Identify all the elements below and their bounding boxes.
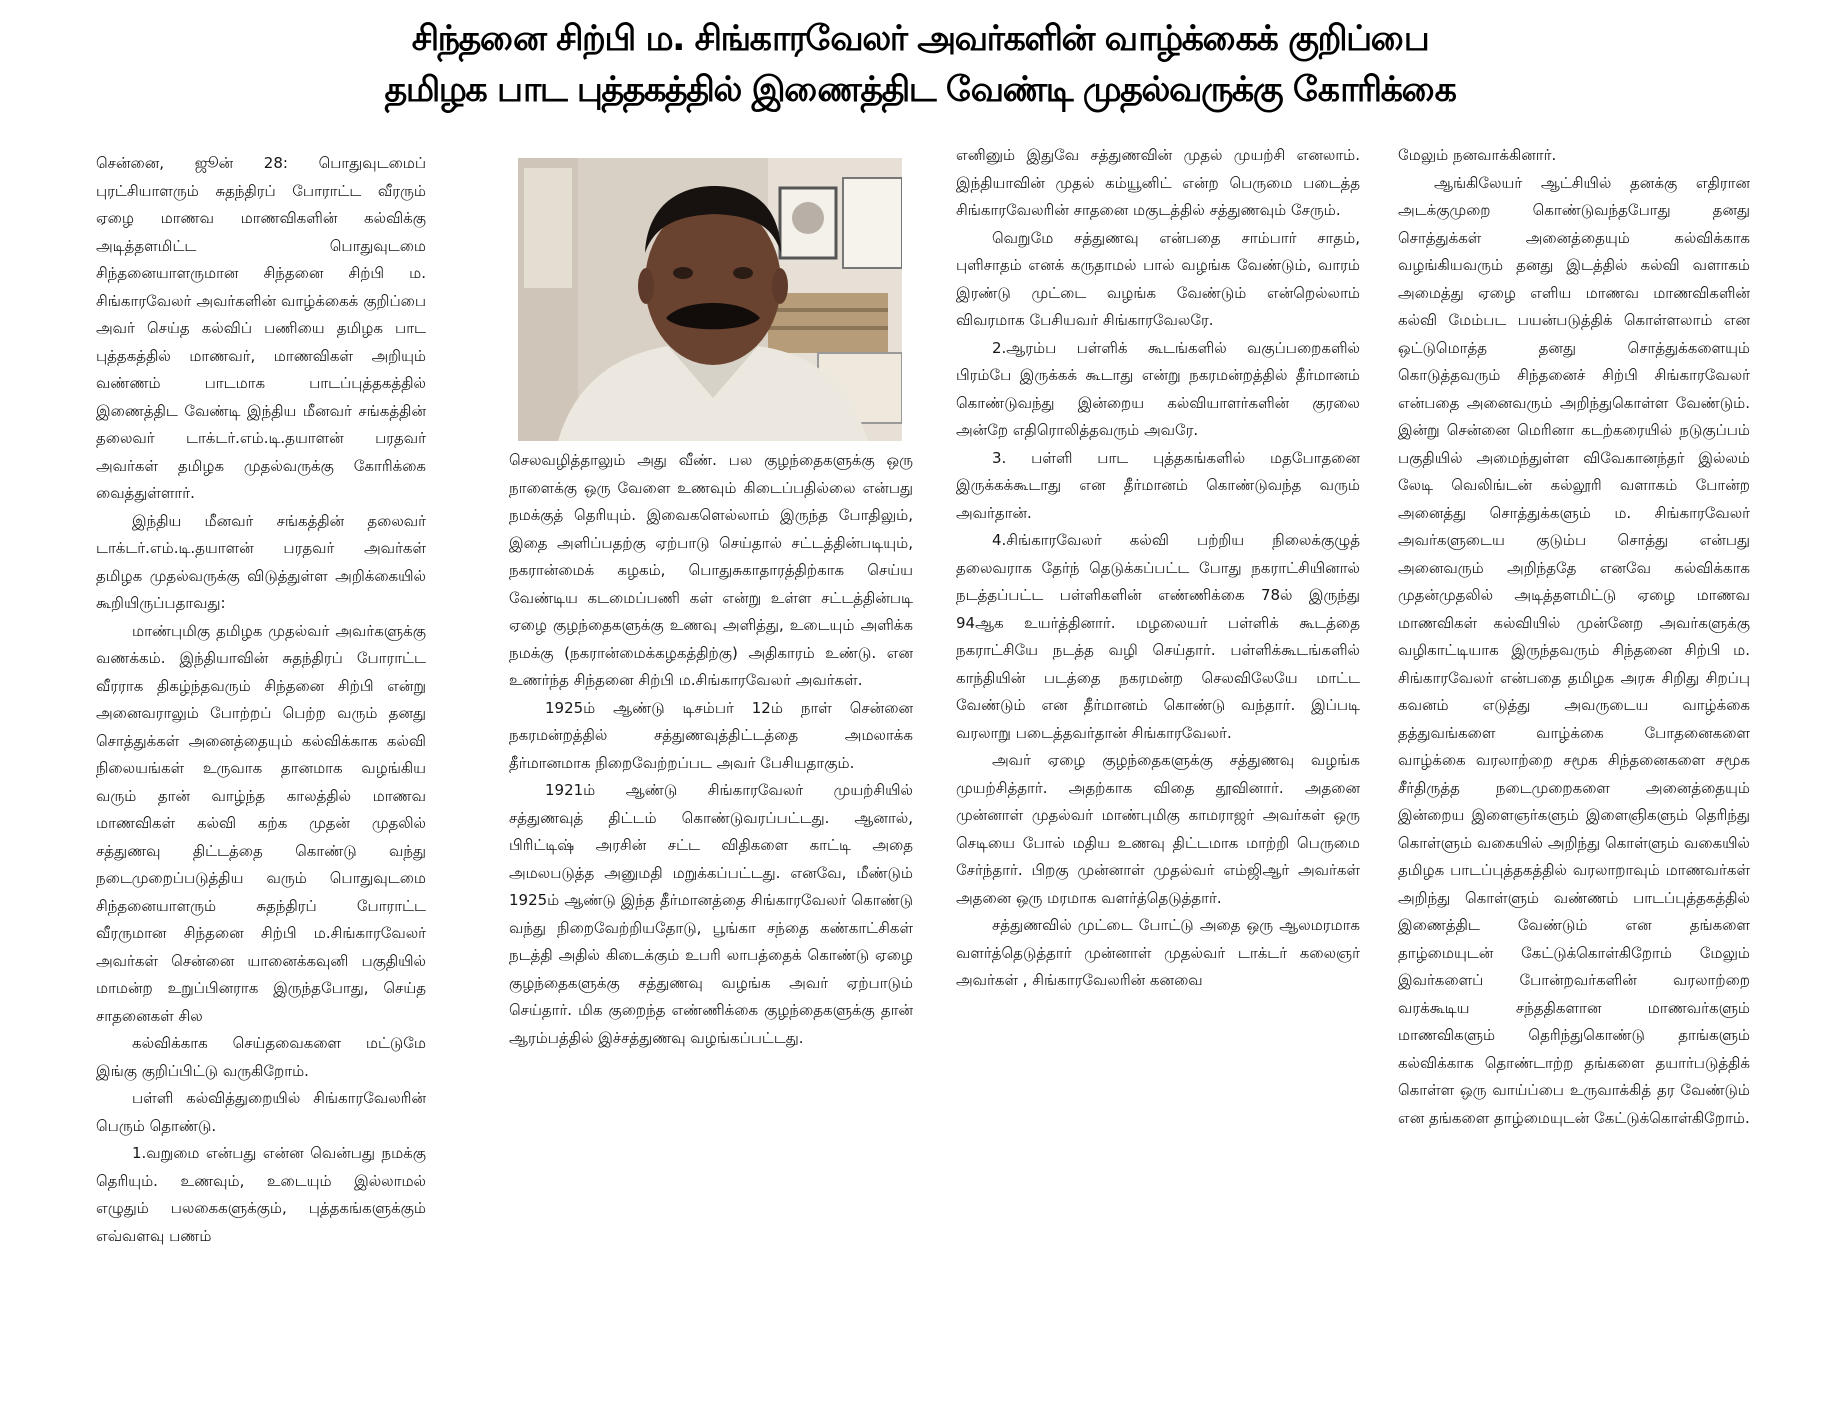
paragraph: மாண்புமிகு தமிழக முதல்வர் அவர்களுக்கு வணக்கம். இந்தியாவின் சுதந்திரப் போராட்ட வீரராக திகழ்ந்தவரும் சிந்தனை சிற்பி என்று அனைவராலும் போற்றப் பெற்ற வரும் தனது சொத்துக்கள் அனைத்தையும் கல்விக்காக கல்வி நிலையங்கள் உருவாக தானமாக வழங்கிய வரும் தான் வாழ்ந்த காலத்தில் மாணவ மாணவிகள் கல்வி கற்க முதன் முதலில் சத்துணவு திட்டத்தை கொண்டு வந்து நடைமுறைப்படுத்திய வரும் பொதுவுடமை சிந்தனையாளரும் சுதந்திரப் போராட்ட வீரருமான சிந்தனை சிற்பி ம.சிங்காரவேலர் அவர்கள் சென்னை யானைக்கவுனி பகுதியில் மாமன்ற உறுப்பினராக இருந்தபோது, செய்த சாதனைகள் சில <box>96 621 426 1025</box>
column-1 <box>96 150 426 1400</box>
paragraph: 1.வறுமை என்பது என்ன வென்பது நமக்கு தெரியும். உணவும், உடையும் இல்லாமல் எழுதும் பலகைகளுக்கும், புத்தகங்களுக்கும் எவ்வளவு பணம் <box>96 1144 426 1245</box>
headline <box>0 14 1840 116</box>
paragraph: பள்ளி கல்வித்துறையில் சிங்காரவேலரின் பெரும் தொண்டு. <box>96 1089 426 1135</box>
portrait-illustration <box>518 158 902 441</box>
headline-line-2: தமிழக பாட புத்தகத்தில் இணைத்திட வேண்டி முதல்வருக்கு கோரிக்கை <box>384 70 1456 110</box>
column-2 <box>509 447 913 1405</box>
column-3 <box>956 142 1360 1392</box>
paragraph: ஆங்கிலேயர் ஆட்சியில் தனக்கு எதிரான அடக்குமுறை கொண்டுவந்தபோது தனது சொத்துக்கள் அனைத்தையும் கல்விக்காக வழங்கியவரும் தனது இடத்தில் கல்வி வளாகம் அமைத்து ஏழை எளிய மாணவ மாணவிகளின் கல்வி மேம்பட பயன்படுத்திக் கொள்ளலாம் என ஒட்டுமொத்த தனது சொத்துக்களையும் கொடுத்தவரும் சிந்தனைச் சிற்பி சிங்காரவேலர் என்பதை அனைவரும் அறிந்துகொள்ள வேண்டும். இன்று சென்னை மெரினா கடற்கரையில் நடுகுப்பம் பகுதியில் அமைந்துள்ள விவேகானந்தர் இல்லம் லேடி வெலிங்டன் கல்லூரி வளாகம் போன்ற அனைத்து சொத்துக்களும் ம. சிங்காரவேலர் அவர்களுடைய குடும்ப சொத்து என்பது அனைவரும் அறிந்ததே எனவே கல்விக்காக முதன்முதலில் அடித்தளமிட்டு ஏழை மாணவ மாணவிகள் கல்வியில் முன்னேற அவர்களுக்கு வழிகாட்டியாக இருந்தவரும் சிந்தனை சிற்பி ம. சிங்காரவேலர் என்பதை தமிழக அரசு சிறிது சிறப்பு கவனம் எடுத்து அவருடைய வாழ்க்கை தத்துவங்களை வாழ்க்கை போதனைகளை வாழ்க்கை வரலாற்றை சமூக சிந்தனைகளை சமூக சீர்திருத்த நடைமுறைகளை அனைத்தையும் இன்றைய இளைஞர்களும் இளைஞிகளும் தெரிந்து கொள்ளும் வகையில் அறிந்து கொள்ளும் வகையில் தமிழக பாடப்புத்தகத்தில் வரலாறாவும் மாணவர்கள் அறிந்து கொள்ளும் வண்ணம் பாடப்புத்தகத்தில் இணைத்திட வேண்டும் என தங்களை தாழ்மையுடன் கேட்டுக்கொள்கிறோம் மேலும் இவர்களைப் போன்றவர்களின் வரலாற்றை வரக்கூடிய சந்ததிகளான மாணவர்களும் மாணவிகளும் தெரிந்துகொண்டு தாங்களும் கல்விக்காக தொண்டாற்ற தங்களை தயார்படுத்திக் கொள்ள ஒரு வாய்ப்பை உருவாக்கித் தர வேண்டும் என தங்களை தாழ்மையுடன் கேட்டுக்கொள்கிறோம். <box>1398 173 1750 1127</box>
column-4 <box>1398 142 1750 1392</box>
paragraph: எனினும் இதுவே சத்துணவின் முதல் முயற்சி எனலாம். இந்தியாவின் முதல் கம்யூனிட் என்ற பெருமை படைத்த சிங்காரவேலரின் சாதனை மகுடத்தில் சத்துணவும் சேரும். <box>956 146 1360 219</box>
portrait-photo <box>518 158 902 441</box>
paragraph: 1921ம் ஆண்டு சிங்காரவேலர் முயற்சியில் சத்துணவுத் திட்டம் கொண்டுவரப்பட்டது. ஆனால், பிரிட்டிஷ் அரசின் சட்ட விதிகளை காட்டி அதை அமலபடுத்த அனுமதி மறுக்கப்பட்டது. எனவே, மீண்டும் 1925ம் ஆண்டு இந்த தீர்மானத்தை சிங்காரவேலர் கொண்டு வந்து நிறைவேற்றியதோடு, பூங்கா சந்தை கண்காட்சிகள் நடத்தி அதில் கிடைக்கும் உபரி லாபத்தைக் கொண்டு ஏழை குழந்தைகளுக்கு சத்துணவு வழங்க அவர் ஏற்பாடும் செய்தார். மிக குறைந்த எண்ணிக்கை குழந்தைகளுக்கு தான் ஆரம்பத்தில் இச்சத்துணவு வழங்கப்பட்டது. <box>509 781 913 1047</box>
paragraph: கல்விக்காக செய்தவைகளை மட்டுமே இங்கு குறிப்பிட்டு வருகிறோம். <box>96 1034 426 1080</box>
paragraph: செலவழித்தாலும் அது வீண். பல குழந்தைகளுக்கு ஒரு நாளைக்கு ஒரு வேளை உணவும் கிடைப்பதில்லை என்பது நமக்குத் தெரியும். இவைகளெல்லாம் இருந்த போதிலும், இதை அளிப்பதற்கு ஏற்பாடு செய்தால் சட்டத்தின்படியும், நகரான்மைக் கழகம், பொதுசுகாதாரத்திற்காக செய்ய வேண்டிய கடமைப்பணி கள் என்று உள்ள சட்டத்தின்படி ஏழை குழந்தைகளுக்கு உணவு அளித்து, உடையும் அளிக்க நமக்கு (நகரான்மைக்கழகத்திற்கு) அதிகாரம் உண்டு. என உணர்ந்த சிந்தனை சிற்பி ம.சிங்காரவேலர் அவர்கள். <box>509 451 913 689</box>
paragraph: 4.சிங்காரவேலர் கல்வி பற்றிய நிலைக்குழுத் தலைவராக தேர்ந் தெடுக்கப்பட்ட போது நகராட்சியினால் நடத்தப்பட்ட பள்ளிகளின் எண்ணிக்கை 78ல் இருந்து 94ஆக உயர்த்தினார். மழலையர் பள்ளிக் கூடத்தை நகராட்சியே நடத்த வழி செய்தார். பள்ளிக்கூடங்களில் காந்தியின் படத்தை நகரமன்ற செலவிலேயே மாட்ட வேண்டும் என தீர்மானம் கொண்டு வந்தார். இப்படி வரலாறு படைத்தவர்தான் சிங்காரவேலர். <box>956 531 1360 742</box>
paragraph: வெறுமே சத்துணவு என்பதை சாம்பார் சாதம், புளிசாதம் எனக் கருதாமல் பால் வழங்க வேண்டும், வாரம் இரண்டு முட்டை வழங்க வேண்டும் என்றெல்லாம் விவரமாக பேசியவர் சிங்காரவேலரே. <box>956 228 1360 329</box>
paragraph: மேலும் நனவாக்கினார். <box>1398 146 1557 164</box>
paragraph: அவர் ஏழை குழந்தைகளுக்கு சத்துணவு வழங்க முயற்சித்தார். அதற்காக விதை தூவினார். அதனை முன்னாள் முதல்வர் மாண்புமிகு காமராஜர் அவர்கள் ஒரு செடியை போல் மதிய உணவு திட்டமாக மாற்றி பெருமை சேர்ந்தார். பிறகு முன்னாள் முதல்வர் எம்ஜிஆர் அவர்கள் அதனை ஒரு மரமாக வளர்த்தெடுத்தார். <box>956 751 1360 907</box>
paragraph: சத்துணவில் முட்டை போட்டு அதை ஒரு ஆலமரமாக வளர்த்தெடுத்தார் முன்னாள் முதல்வர் டாக்டர் கலைஞர் அவர்கள் , சிங்காரவேலரின் கனவை <box>956 916 1360 989</box>
paragraph: 1925ம் ஆண்டு டிசம்பர் 12ம் நாள் சென்னை நகரமன்றத்தில் சத்துணவுத்திட்டத்தை அமலாக்க தீர்மானமாக நிறைவேற்றப்பட அவர் பேசியதாகும். <box>509 698 913 772</box>
paragraph: 3. பள்ளி பாட புத்தகங்களில் மதபோதனை இருக்கக்கூடாது என தீர்மானம் கொண்டுவந்த வரும் அவர்தான். <box>956 448 1360 522</box>
paragraph: சென்னை, ஜூன் 28: பொதுவுடமைப் புரட்சியாளரும் சுதந்திரப் போராட்ட வீரரும் ஏழை மாணவ மாணவிகளின் கல்விக்கு அடித்தளமிட்ட பொதுவுடமை சிந்தனையாளருமான சிந்தனை சிற்பி ம. சிங்காரவேலர் அவர்களின் வாழ்க்கைக் குறிப்பை அவர் செய்த கல்விப் பணியை தமிழக பாட புத்தகத்தில் மாணவர், மாணவிகள் அறியும் வண்ணம் பாடமாக பாடப்புத்தகத்தில் இணைத்திட வேண்டி இந்திய மீனவர் சங்கத்தின் தலைவர் டாக்டர்.எம்.டி.தயாளன் பரதவர் அவர்கள் தமிழக முதல்வருக்கு கோரிக்கை வைத்துள்ளார். <box>96 154 426 502</box>
paragraph: இந்திய மீனவர் சங்கத்தின் தலைவர் டாக்டர்.எம்.டி.தயாளன் பரதவர் அவர்கள் தமிழக முதல்வருக்கு விடுத்துள்ள அறிக்கையில் கூறியிருப்பதாவது: <box>96 511 426 612</box>
paragraph: 2.ஆரம்ப பள்ளிக் கூடங்களில் வகுப்பறைகளில் பிரம்பே இருக்கக் கூடாது என்று நகரமன்றத்தில் தீர்மானம் கொண்டுவந்து இன்றைய கல்வியாளர்களின் குரலை அன்றே எதிரொலித்தவரும் அவரே. <box>956 338 1360 439</box>
headline-line-1: சிந்தனை சிற்பி ம. சிங்காரவேலர் அவர்களின் வாழ்க்கைக் குறிப்பை <box>411 19 1429 59</box>
